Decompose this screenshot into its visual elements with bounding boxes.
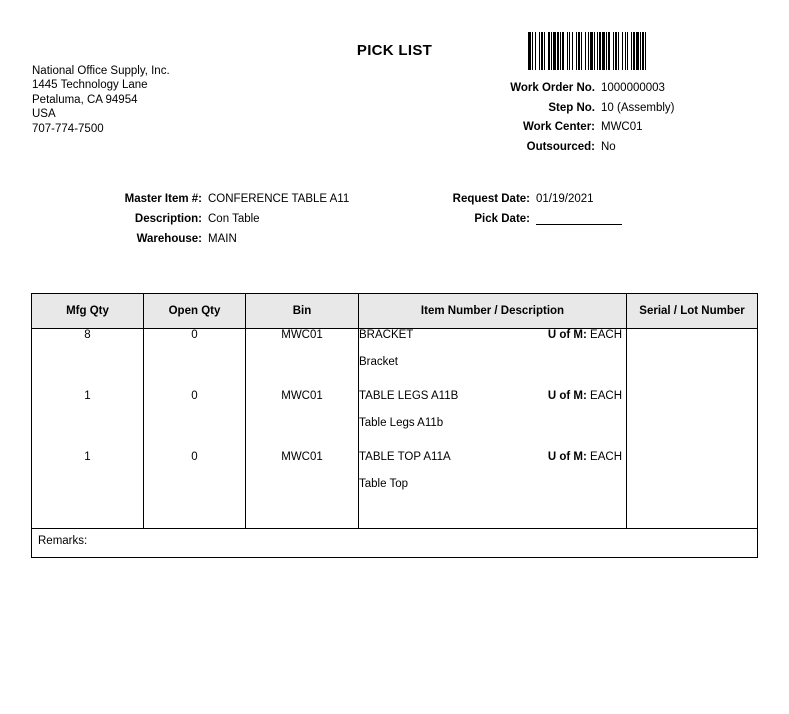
table-header-row: [32, 294, 758, 329]
pick-date-value: [536, 212, 622, 229]
item-number: TABLE TOP A11A: [359, 451, 451, 463]
cell-bin: MWC01: [246, 329, 359, 369]
spacer-item: [359, 368, 627, 390]
column-header-open-qty: Open Qty: [144, 294, 246, 329]
filler-open: [144, 490, 246, 529]
company-phone: 707-774-7500: [32, 122, 104, 135]
master-item-value: CONFERENCE TABLE A11: [208, 193, 350, 205]
spacer-item: [359, 429, 627, 451]
item-description: Table Legs A11b: [359, 417, 444, 429]
work-order-number-value: 1000000003: [601, 82, 665, 94]
description-value: Con Table: [208, 213, 260, 225]
description-label: Description:: [134, 213, 202, 225]
cell-item: [359, 329, 627, 369]
uom-value: EACH: [590, 451, 622, 463]
dates-block: [420, 192, 622, 235]
request-date-label: Request Date:: [452, 193, 530, 205]
column-header-bin: Bin: [246, 294, 359, 329]
table-row-spacer: [32, 368, 758, 390]
spacer-serial: [627, 368, 758, 390]
cell-serial: [627, 451, 758, 490]
company-address-line1: 1445 Technology Lane: [32, 79, 148, 92]
outsourced-value: No: [601, 140, 616, 153]
step-number-row: [470, 101, 750, 115]
master-item-block: [60, 192, 349, 252]
item-description: Bracket: [359, 356, 398, 368]
request-date-value: 01/19/2021: [536, 193, 594, 205]
company-address-line2: Petaluma, CA 94954: [32, 93, 138, 106]
remarks-label: Remarks:: [38, 535, 88, 547]
spacer-serial: [627, 429, 758, 451]
column-header-item: Item Number / Description: [359, 294, 627, 329]
warehouse-row: [60, 232, 349, 246]
work-center-label: Work Center:: [523, 121, 595, 133]
remarks-cell: [32, 529, 758, 558]
cell-bin: MWC01: [246, 451, 359, 490]
table-row-spacer: [32, 429, 758, 451]
work-order-number-label: Work Order No.: [510, 82, 595, 94]
spacer-open: [144, 429, 246, 451]
column-header-serial: Serial / Lot Number: [627, 294, 758, 329]
table-row: [32, 390, 758, 429]
filler-serial: [627, 490, 758, 529]
cell-mfg-qty: 8: [32, 329, 144, 369]
request-date-row: [420, 192, 622, 206]
uom-value: EACH: [590, 329, 622, 341]
table-filler-row: [32, 490, 758, 529]
cell-bin: MWC01: [246, 390, 359, 429]
pick-date-row: [420, 212, 622, 229]
cell-serial: [627, 329, 758, 369]
warehouse-label: Warehouse:: [136, 233, 202, 245]
company-country: USA: [32, 108, 56, 121]
column-header-mfg-qty: Mfg Qty: [32, 294, 144, 329]
table-row: [32, 451, 758, 490]
spacer-bin: [246, 368, 359, 390]
spacer-bin: [246, 429, 359, 451]
page-title: PICK LIST: [356, 42, 433, 59]
master-item-label: Master Item #:: [124, 193, 202, 205]
uom-label: U of M:: [547, 390, 587, 402]
pick-date-blank-line: [536, 212, 622, 225]
item-number: TABLE LEGS A11B: [359, 390, 459, 402]
spacer-mfg: [32, 368, 144, 390]
filler-mfg: [32, 490, 144, 529]
company-name: National Office Supply, Inc.: [32, 65, 170, 77]
work-center-value: MWC01: [601, 121, 643, 133]
pick-list-table: [31, 293, 758, 558]
master-item-row: [60, 192, 349, 206]
work-order-info: [470, 81, 750, 159]
step-number-value: 10 (Assembly): [601, 101, 675, 114]
work-order-barcode: [528, 32, 680, 70]
filler-item: [359, 490, 627, 529]
cell-open-qty: 0: [144, 329, 246, 369]
cell-item: [359, 451, 627, 490]
outsourced-row: [470, 140, 750, 154]
description-row: [60, 212, 349, 226]
cell-mfg-qty: 1: [32, 390, 144, 429]
cell-mfg-qty: 1: [32, 451, 144, 490]
uom-label: U of M:: [547, 329, 587, 341]
cell-open-qty: 0: [144, 390, 246, 429]
filler-bin: [246, 490, 359, 529]
step-number-label: Step No.: [548, 101, 595, 114]
spacer-mfg: [32, 429, 144, 451]
uom-value: EACH: [590, 390, 622, 402]
outsourced-label: Outsourced:: [526, 140, 595, 153]
uom-label: U of M:: [547, 451, 587, 463]
remarks-row: [32, 529, 758, 558]
cell-item: [359, 390, 627, 429]
work-order-number-row: [470, 81, 750, 95]
warehouse-value: MAIN: [208, 233, 237, 245]
item-number: BRACKET: [359, 329, 414, 341]
item-description: Table Top: [359, 478, 409, 490]
work-center-row: [470, 120, 750, 134]
company-address-block: [32, 64, 170, 136]
cell-serial: [627, 390, 758, 429]
table-row: [32, 329, 758, 369]
cell-open-qty: 0: [144, 451, 246, 490]
spacer-open: [144, 368, 246, 390]
pick-date-label: Pick Date:: [474, 213, 530, 225]
